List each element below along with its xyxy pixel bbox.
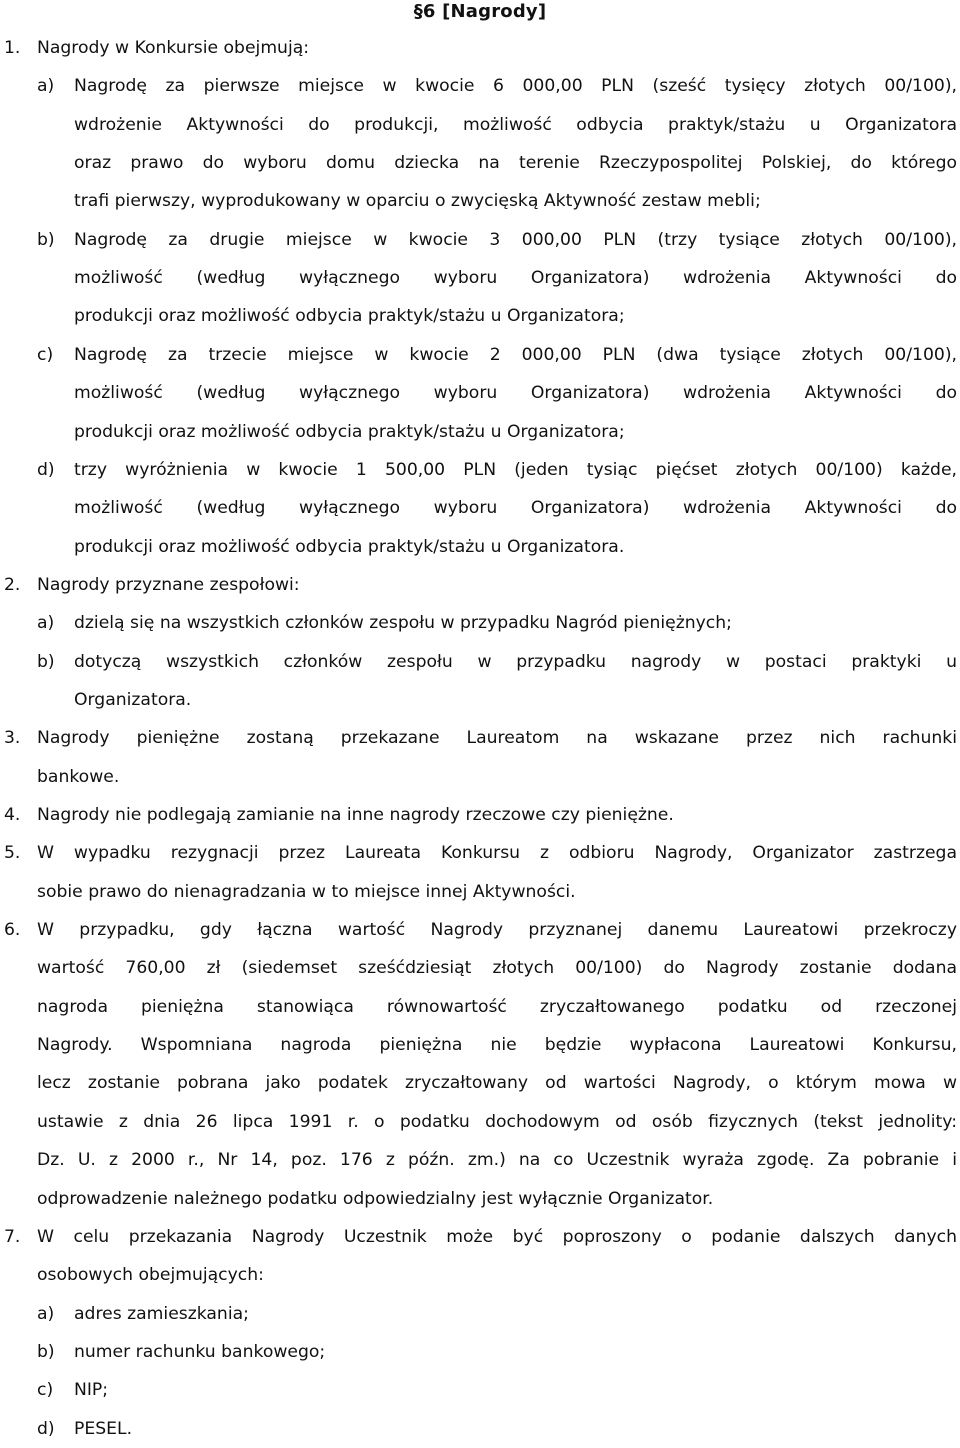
text-line: Nagrody. Wspomniana nagroda pieniężna nie będzie wypłacona Laureatowi Konkursu, <box>37 1035 957 1056</box>
section-title: §6 [Nagrody] <box>413 1 547 22</box>
text-line: możliwość (według wyłącznego wyboru Organizatora) wdrożenia Aktywności do <box>74 498 957 519</box>
item-number: 2. <box>4 574 21 595</box>
text-line: Organizatora. <box>74 689 192 710</box>
subitem-letter: a) <box>37 76 55 97</box>
subitem-letter: c) <box>37 344 54 365</box>
text-line: Nagrody pieniężne zostaną przekazane Laureatom na wskazane przez nich rachunki <box>37 728 957 749</box>
subitem-letter: c) <box>37 1380 54 1401</box>
text-line: produkcji oraz możliwość odbycia praktyk/stażu u Organizatora. <box>74 536 625 557</box>
text-line: trzy wyróżnienia w kwocie 1 500,00 PLN (jeden tysiąc pięćset złotych 00/100) każde, <box>74 459 957 480</box>
text-line: oraz prawo do wyboru domu dziecka na terenie Rzeczypospolitej Polskiej, do którego <box>74 153 957 174</box>
text-line: produkcji oraz możliwość odbycia praktyk/stażu u Organizatora; <box>74 306 625 327</box>
text-line: możliwość (według wyłącznego wyboru Organizatora) wdrożenia Aktywności do <box>74 383 957 404</box>
text-line: ustawie z dnia 26 lipca 1991 r. o podatku dochodowym od osób fizycznych (tekst jednolity: <box>37 1111 957 1132</box>
text-line: odprowadzenie należnego podatku odpowiedzialny jest wyłącznie Organizator. <box>37 1188 714 1209</box>
text-line: trafi pierwszy, wyprodukowany w oparciu o zwycięską Aktywność zestaw mebli; <box>74 191 761 212</box>
text-line: Nagrodę za pierwsze miejsce w kwocie 6 000,00 PLN (sześć tysięcy złotych 00/100), <box>74 76 957 97</box>
text-line: lecz zostanie pobrana jako podatek zryczałtowany od wartości Nagrody, o którym mowa w <box>37 1073 957 1094</box>
text-line: Dz. U. z 2000 r., Nr 14, poz. 176 z późn. zm.) na co Uczestnik wyraża zgodę. Za pobranie i <box>37 1150 957 1171</box>
item-number: 5. <box>4 843 21 864</box>
text-line: W celu przekazania Nagrody Uczestnik może być poproszony o podanie dalszych danych <box>37 1226 957 1247</box>
subitem-letter: b) <box>37 651 55 672</box>
item-number: 7. <box>4 1226 21 1247</box>
subitem-letter: b) <box>37 1341 55 1362</box>
text-line: NIP; <box>74 1380 109 1401</box>
text-line: Nagrody w Konkursie obejmują: <box>37 38 310 58</box>
item-number: 6. <box>4 920 21 941</box>
text-line: wdrożenie Aktywności do produkcji, możliwość odbycia praktyk/stażu u Organizatora <box>74 114 957 135</box>
text-line: wartość 760,00 zł (siedemset sześćdziesiąt złotych 00/100) do Nagrody zostanie dodana <box>37 958 957 979</box>
text-line: dzielą się na wszystkich członków zespołu w przypadku Nagród pieniężnych; <box>74 613 732 634</box>
text-line: sobie prawo do nienagradzania w to miejsce innej Aktywności. <box>37 881 576 902</box>
text-line: dotyczą wszystkich członków zespołu w przypadku nagrody w postaci praktyki u <box>74 651 957 672</box>
text-line: W przypadku, gdy łączna wartość Nagrody przyznanej danemu Laureatowi przekroczy <box>37 920 957 941</box>
item-number: 4. <box>4 805 21 825</box>
text-line: produkcji oraz możliwość odbycia praktyk/stażu u Organizatora; <box>74 421 625 442</box>
text-line: adres zamieszkania; <box>74 1303 249 1324</box>
item-number: 3. <box>4 728 21 749</box>
subitem-letter: a) <box>37 613 55 634</box>
item-number: 1. <box>4 38 21 58</box>
subitem-letter: d) <box>37 459 55 480</box>
subitem-letter: a) <box>37 1303 55 1324</box>
text-line: bankowe. <box>37 766 120 787</box>
text-line: PESEL. <box>74 1418 133 1439</box>
text-line: Nagrody nie podlegają zamianie na inne nagrody rzeczowe czy pieniężne. <box>37 805 674 825</box>
text-line: osobowych obejmujących: <box>37 1265 264 1286</box>
text-line: nagroda pieniężna stanowiąca równowartość zryczałtowanego podatku od rzeczonej <box>37 996 957 1017</box>
subitem-letter: b) <box>37 229 55 250</box>
text-line: Nagrody przyznane zespołowi: <box>37 574 300 595</box>
subitem-letter: d) <box>37 1418 55 1439</box>
text-line: Nagrodę za drugie miejsce w kwocie 3 000,00 PLN (trzy tysiące złotych 00/100), <box>74 229 957 250</box>
text-line: W wypadku rezygnacji przez Laureata Konkursu z odbioru Nagrody, Organizator zastrzega <box>37 843 957 864</box>
text-line: numer rachunku bankowego; <box>74 1341 326 1362</box>
text-line: możliwość (według wyłącznego wyboru Organizatora) wdrożenia Aktywności do <box>74 268 957 289</box>
text-line: Nagrodę za trzecie miejsce w kwocie 2 000,00 PLN (dwa tysiące złotych 00/100), <box>74 344 957 365</box>
